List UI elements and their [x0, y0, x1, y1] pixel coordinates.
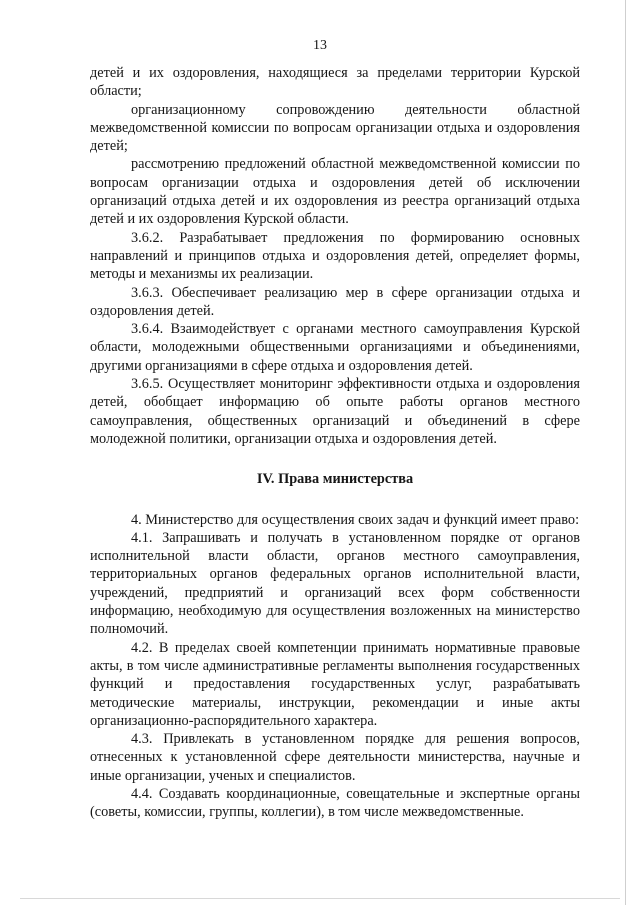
paragraph-4: 4. Министерство для осуществления своих задач и функций имеет право: — [131, 511, 580, 528]
document-body — [90, 64, 580, 822]
paragraph-4-3: 4.3. Привлекать в установленном порядке для решения вопросов, отнесенных к установленной сфере деятельности министерства, научные и иные организации, ученых и специалистов. — [90, 731, 580, 784]
paragraph-3-6-5: 3.6.5. Осуществляет мониторинг эффективности отдыха и оздоровления детей, обобщает информацию об опыте работы органов местного самоуправления, общественных организаций и объединений в сфере молодежной политики, организации отдыха и оздоровления детей. — [90, 376, 580, 447]
page-number: 13 — [313, 38, 327, 53]
section-heading: IV. Права министерства — [256, 471, 414, 488]
paragraph-4-2: 4.2. В пределах своей компетенции принимать нормативные правовые акты, в том числе административные регламенты выполнения государственных функций и предоставления государственных услуг, разрабатывать методические материалы, инструкции, рекомендации и иные акты организационно-распорядительного характера. — [90, 639, 580, 729]
paragraph-3-6-4: 3.6.4. Взаимодействует с органами местного самоуправления Курской области, молодежными общественными организациями и объединениями, другими организациями в сфере отдыха и оздоровления детей. — [90, 321, 580, 374]
scan-edge-right — [625, 0, 626, 905]
paragraph-3-6-2: 3.6.2. Разрабатывает предложения по формированию основных направлений и принципов отдыха и оздоровления детей, определяет формы, методы и механизмы их реализации. — [90, 229, 580, 283]
paragraph-commission-proposals: рассмотрению предложений областной межведомственной комиссии по вопросам организации отдыха и оздоровления детей об исключении организаций отдыха детей и их оздоровления из реестра организаций отдыха детей и их оздоровления Курской области. — [90, 156, 580, 228]
paragraph-commission-support: организационному сопровождению деятельности областной межведомственной комиссии по вопросам организации отдыха и оздоровления детей; — [90, 101, 580, 155]
paragraph-4-1: 4.1. Запрашивать и получать в установленном порядке от органов исполнительной власти области, органов местного самоуправления, территориальных органов федеральных органов исполнительной власти, учреждений, предприятий и организаций всех форм собственности информацию, необходимую для осуществления возложенных на министерство полномочий. — [90, 529, 580, 638]
paragraph-3-6-3: 3.6.3. Обеспечивает реализацию мер в сфере организации отдыха и оздоровления детей. — [90, 284, 580, 319]
paragraph-continuation: детей и их оздоровления, находящиеся за пределами территории Курской области; — [90, 65, 580, 100]
paragraph-4-4: 4.4. Создавать координационные, совещательные и экспертные органы (советы, комиссии, группы, коллегии), в том числе межведомственные. — [90, 785, 580, 821]
scan-edge-bottom — [20, 898, 620, 899]
